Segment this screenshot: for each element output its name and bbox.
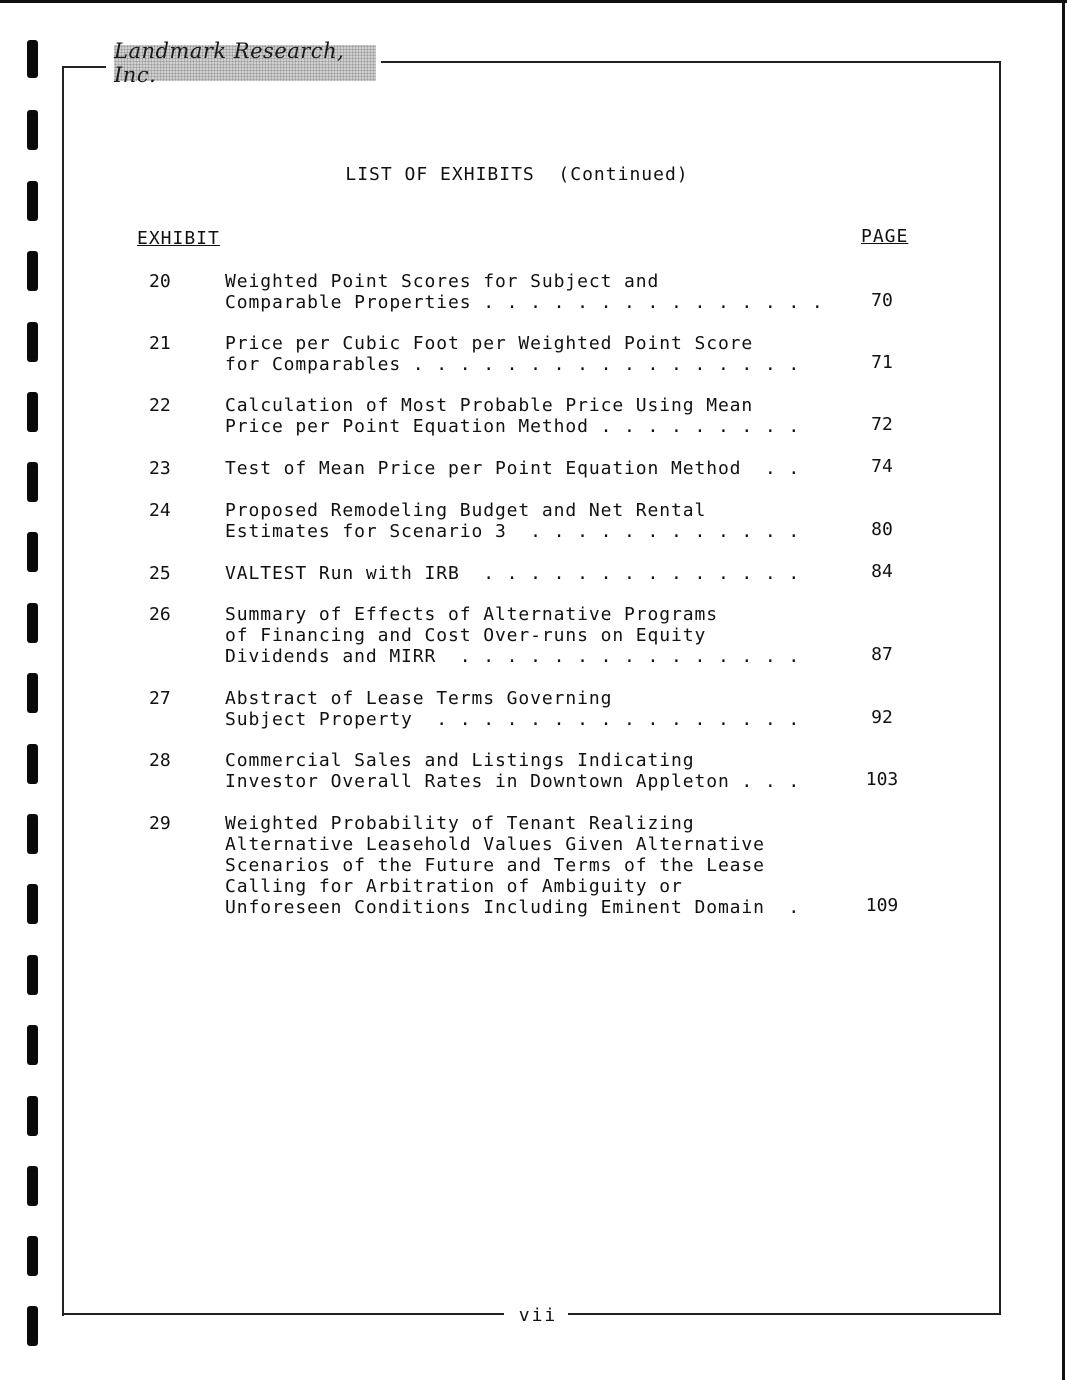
exhibit-number: 21 — [149, 333, 171, 354]
exhibit-title-line: of Financing and Cost Over-runs on Equity — [225, 625, 707, 646]
page-frame-top — [381, 61, 1001, 63]
binding-hole — [27, 392, 38, 432]
binding-hole — [27, 603, 38, 643]
binding-hole — [27, 40, 38, 78]
exhibit-title — [225, 395, 835, 437]
exhibit-title-line: Commercial Sales and Listings Indicating — [225, 750, 695, 771]
page-frame-right — [999, 61, 1001, 1315]
binding-hole — [27, 1096, 38, 1136]
exhibit-page-number: 92 — [871, 707, 893, 728]
exhibit-title — [225, 604, 835, 667]
exhibit-page-number: 74 — [871, 456, 893, 477]
exhibit-title — [225, 271, 835, 313]
exhibit-title-line: Proposed Remodeling Budget and Net Rental — [225, 500, 707, 521]
binding-hole — [27, 181, 38, 221]
exhibit-number: 26 — [149, 604, 171, 625]
page-column-header: PAGE — [861, 226, 909, 247]
binding-hole — [27, 322, 38, 362]
exhibit-page-number: 71 — [871, 352, 893, 373]
exhibit-number: 22 — [149, 395, 171, 416]
exhibit-title-line: Estimates for Scenario 3 . . . . . . . . . . . . — [225, 521, 801, 542]
exhibit-page-number: 72 — [871, 414, 893, 435]
page-title: LIST OF EXHIBITS (Continued) — [345, 164, 689, 185]
scan-right-edge — [1062, 0, 1065, 1380]
binding-hole — [27, 1166, 38, 1206]
page-number-footer: vii — [518, 1305, 558, 1326]
exhibit-title — [225, 563, 835, 584]
exhibit-title-line: VALTEST Run with IRB . . . . . . . . . . . . . . — [225, 563, 801, 584]
exhibit-title — [225, 813, 835, 918]
exhibit-page-number: 80 — [871, 519, 893, 540]
binding-hole — [27, 814, 38, 854]
page-frame-top — [62, 66, 106, 68]
exhibit-page-number: 70 — [871, 290, 893, 311]
exhibit-title-line: Test of Mean Price per Point Equation Method . . — [225, 458, 801, 479]
exhibit-number: 28 — [149, 750, 171, 771]
page-frame-bottom — [62, 1313, 504, 1315]
exhibit-title — [225, 333, 835, 375]
exhibit-title-line: Unforeseen Conditions Including Eminent Domain . — [225, 897, 801, 918]
exhibit-title-line: Calling for Arbitration of Ambiguity or — [225, 876, 683, 897]
binding-hole — [27, 462, 38, 502]
binding-hole — [27, 884, 38, 924]
binding-hole — [27, 955, 38, 995]
exhibit-page-number: 103 — [865, 769, 899, 790]
exhibit-title — [225, 458, 835, 479]
exhibit-title-line: for Comparables . . . . . . . . . . . . . . . . . — [225, 354, 801, 375]
page-frame-left — [62, 66, 64, 1316]
exhibit-title-line: Calculation of Most Probable Price Using Mean — [225, 395, 754, 416]
exhibit-column-header: EXHIBIT — [137, 228, 220, 249]
binding-hole — [27, 110, 38, 150]
exhibit-number: 25 — [149, 563, 171, 584]
binding-hole — [27, 532, 38, 572]
exhibit-title — [225, 688, 835, 730]
binding-hole — [27, 1025, 38, 1065]
exhibit-number: 29 — [149, 813, 171, 834]
company-logo — [114, 39, 376, 87]
exhibit-title-line: Abstract of Lease Terms Governing — [225, 688, 613, 709]
page-frame-bottom — [568, 1313, 1001, 1315]
exhibit-page-number: 87 — [871, 644, 893, 665]
exhibit-title — [225, 500, 835, 542]
binding-hole — [27, 744, 38, 784]
exhibit-title-line: Weighted Point Scores for Subject and — [225, 271, 660, 292]
binding-hole — [27, 1306, 38, 1346]
exhibit-number: 27 — [149, 688, 171, 709]
exhibit-title-line: Price per Point Equation Method . . . . . . . . . — [225, 416, 801, 437]
scan-top-edge — [0, 0, 1067, 3]
exhibit-number: 24 — [149, 500, 171, 521]
exhibit-title — [225, 750, 835, 792]
exhibit-title-line: Subject Property . . . . . . . . . . . . . . . . — [225, 709, 801, 730]
binding-hole — [27, 251, 38, 291]
binding-hole — [27, 673, 38, 713]
exhibit-title-line: Scenarios of the Future and Terms of the Lease — [225, 855, 765, 876]
exhibit-title-line: Alternative Leasehold Values Given Alternative — [225, 834, 765, 855]
binding-hole — [27, 1236, 38, 1276]
exhibit-page-number: 109 — [865, 895, 899, 916]
exhibit-number: 20 — [149, 271, 171, 292]
exhibit-title-line: Comparable Properties . . . . . . . . . . . . . . . — [225, 292, 824, 313]
exhibit-number: 23 — [149, 458, 171, 479]
exhibit-title-line: Dividends and MIRR . . . . . . . . . . . . . . . — [225, 646, 801, 667]
exhibit-title-line: Investor Overall Rates in Downtown Appleton . . . — [225, 771, 801, 792]
logo-text: Landmark Research, Inc. — [114, 39, 345, 87]
exhibit-title-line: Weighted Probability of Tenant Realizing — [225, 813, 695, 834]
exhibit-title-line: Price per Cubic Foot per Weighted Point Score — [225, 333, 754, 354]
exhibit-page-number: 84 — [871, 561, 893, 582]
exhibit-title-line: Summary of Effects of Alternative Programs — [225, 604, 718, 625]
